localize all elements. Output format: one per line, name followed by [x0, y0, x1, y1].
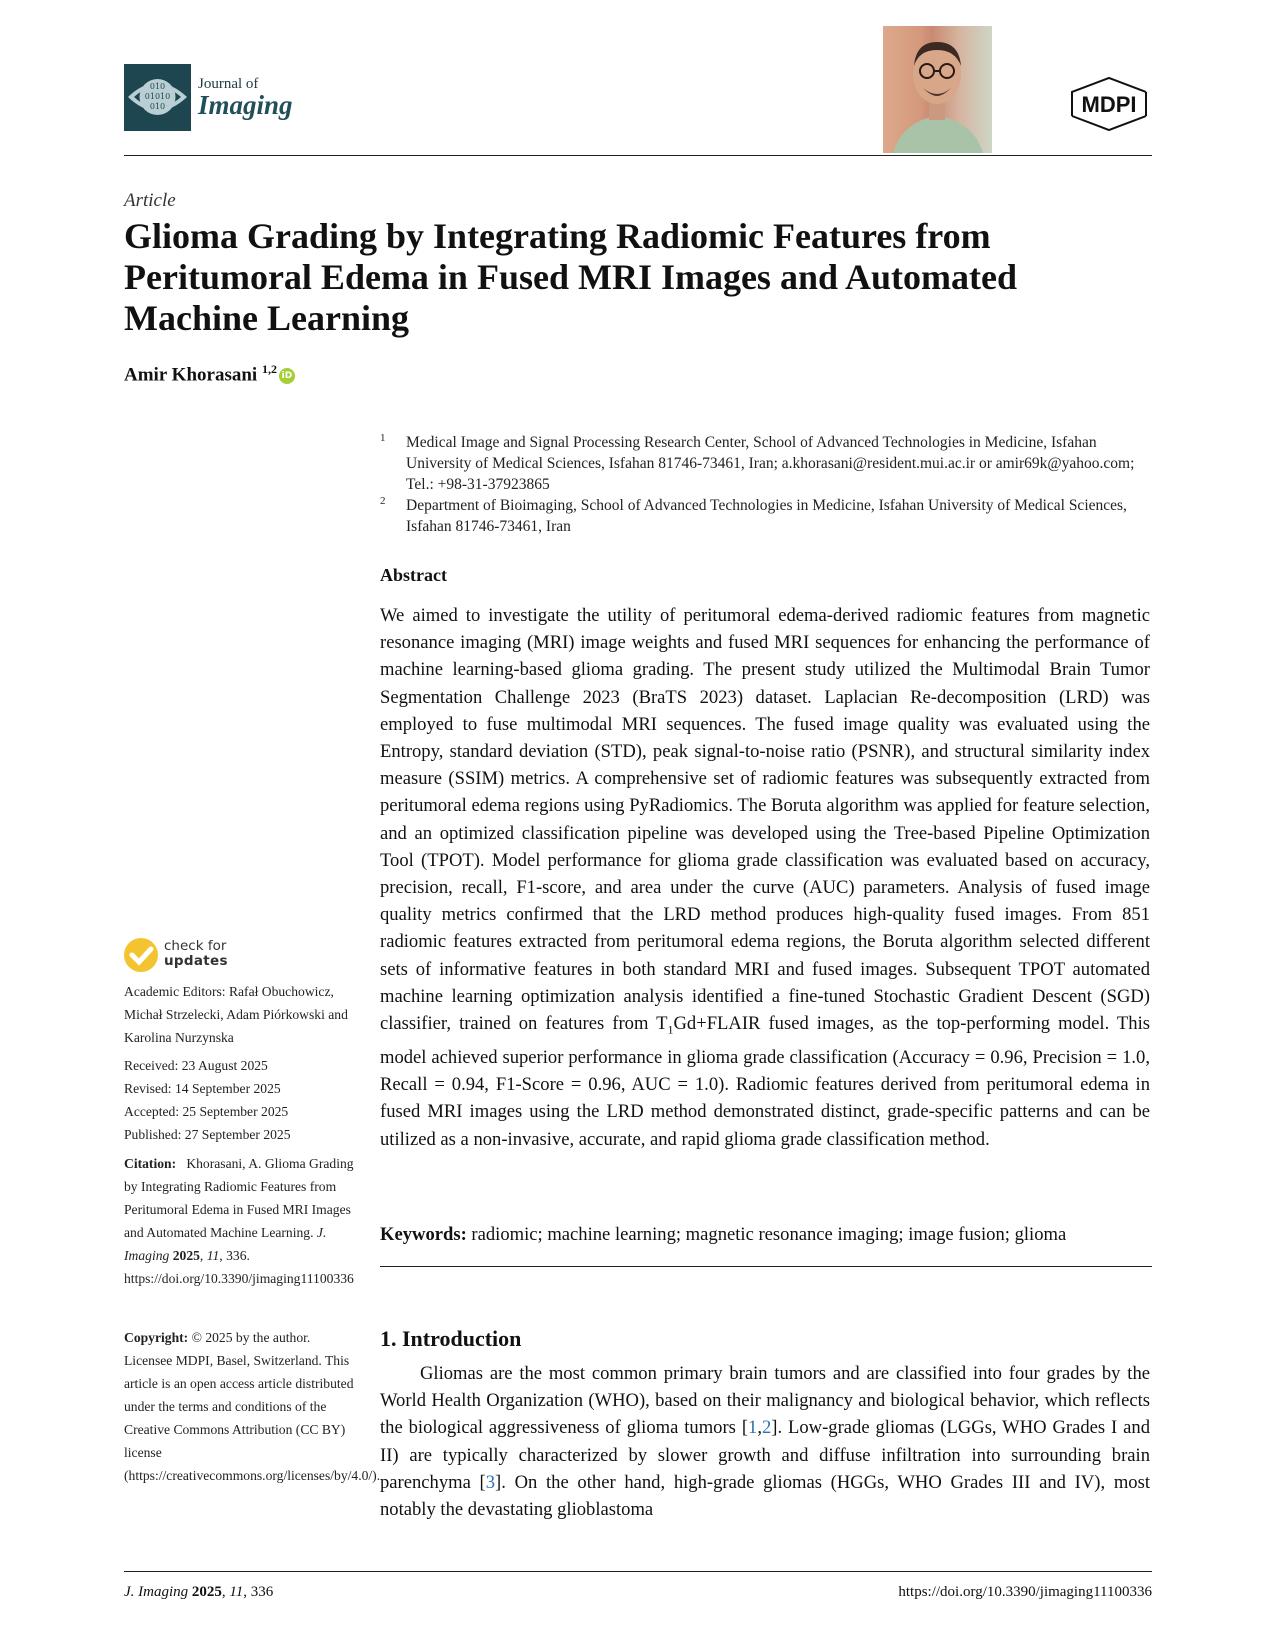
author-name: Amir Khorasani	[124, 364, 258, 386]
published-date: Published: 27 September 2025	[124, 1127, 291, 1142]
footer-year: 2025	[191, 1584, 222, 1600]
mdpi-logo	[1066, 76, 1152, 132]
keywords	[380, 1224, 1150, 1246]
journal-of-label: Journal of	[198, 76, 259, 92]
check-for-updates-badge[interactable]	[124, 938, 254, 978]
abstract-part-1: We aimed to investigate the utility of peritumoral edema-derived radiomic features from magnetic resonance imaging (MRI) image weights and fused MRI sequences for enhancing the performance of machine learning-based glioma grading. The present study utilized the Multimodal Brain Tumor Segmentation Challenge 2023 (BraTS 2023) dataset. Laplacian Re-decomposition (LRD) was employed to fuse multimodal MRI sequences. The fused image quality was evaluated using the Entropy, standard deviation (STD), peak signal-to-noise ratio (PSNR), and structural similarity index measure (SSIM) metrics. A comprehensive set of radiomic features was subsequently extracted from peritumoral edema regions using PyRadiomics. The Boruta algorithm was applied for feature selection, and an optimized classification pipeline was developed using the Tree-based Pipeline Optimization Tool (TPOT). Model performance for glioma grade classification was evaluated based on accuracy, precision, recall, F1-score, and area under the curve (AUC) parameters. Analysis of fused image quality metrics confirmed that the LRD method produces high-quality fused images. From 851 radiomic features extracted from peritumoral edema regions, the Boruta algorithm selected different sets of informative features in both standard MRI and fused images. Subsequent TPOT automated machine learning optimization analysis identified a fine-tuned Stochastic Gradient Descent (SGD) classifier, trained on features from	[380, 605, 1150, 1035]
received-date: Received: 23 August 2025	[124, 1058, 268, 1073]
affiliation-text: Department of Bioimaging, School of Advanced Technologies in Medicine, Isfahan University of Medical Sciences, Isfahan 81746-73461, Iran	[406, 497, 1127, 535]
reference-link[interactable]: 2	[761, 1417, 772, 1439]
footer-page: , 336	[243, 1584, 274, 1600]
paper-title: Glioma Grading by Integrating Radiomic Features from Peritumoral Edema in Fused MRI Images and Automated Machine Learning	[124, 216, 1017, 338]
footer-citation: J. Imaging 2025, 11, 336	[124, 1584, 274, 1600]
check-line-1: check for	[164, 938, 227, 954]
header-rule	[124, 155, 1152, 156]
mdpi-label: MDPI	[1081, 92, 1137, 117]
orcid-icon[interactable]: iD	[279, 368, 295, 384]
article-type: Article	[124, 190, 176, 211]
abstract-part-2: Gd+FLAIR fused images, as the top-performing model. This model achieved superior performance in glioma grade classification (Accuracy = 0.96, Precision = 1.0, Recall = 0.94, F1-Score = 0.96, AUC = 1.0). Radiomic features derived from peritumoral edema in fused MRI images using the LRD method demonstrated distinct, grade-specific patterns and can be utilized as a non-invasive, accurate, and rapid glioma grade classification method.	[380, 1013, 1150, 1150]
affiliation-number: 1	[380, 432, 386, 444]
check-for-updates-text	[164, 939, 228, 969]
accepted-date: Accepted: 25 September 2025	[124, 1104, 289, 1119]
ref-separator: ,	[757, 1417, 762, 1439]
logo-binary-2: 01010	[144, 92, 171, 101]
citation-year: 2025	[172, 1248, 200, 1263]
abstract-t-sub: 1	[667, 1022, 674, 1037]
reference-link[interactable]: 1	[748, 1417, 758, 1439]
citation-text: Khorasani, A. Glioma Grading by Integrating Radiomic Features from Peritumoral Edema in Fused MRI Images and Automated Machine Learning.	[124, 1156, 354, 1240]
affiliation-number: 2	[380, 495, 386, 507]
intro-text-2: ]. Low-grade gliomas (LGGs, WHO Grades I and II) are typically characterized by slower growth and diffuse infiltration into surrounding brain parenchyma [	[380, 1417, 1150, 1493]
intro-text-3: ]. On the other hand, high-grade gliomas (HGGs, WHO Grades III and IV), most notably the devastating glioblastoma	[380, 1471, 1150, 1521]
author-line	[124, 362, 295, 386]
citation-doi[interactable]: , 336. https://doi.org/10.3390/jimaging11100336	[124, 1248, 354, 1286]
section-heading-introduction: 1. Introduction	[380, 1326, 522, 1351]
affiliation-2	[380, 495, 1140, 537]
citation-journal: J. Imaging	[124, 1225, 327, 1263]
academic-editors: Academic Editors: Rafał Obuchowicz, Michał Strzelecki, Adam Piórkowski and Karolina Nurzynska	[124, 984, 348, 1045]
logo-binary-1: 010	[149, 82, 166, 91]
logo-binary-3: 010	[149, 102, 166, 111]
affiliation-1	[380, 432, 1140, 495]
revised-date: Revised: 14 September 2025	[124, 1081, 281, 1096]
abstract-t-main: T	[656, 1013, 668, 1035]
check-line-2: updates	[164, 953, 228, 969]
abstract-body	[380, 602, 1150, 1153]
intro-paragraph	[380, 1360, 1150, 1523]
journal-logo	[124, 64, 191, 131]
reference-link[interactable]: 3	[485, 1471, 496, 1493]
journal-name: Imaging	[198, 90, 293, 120]
keywords-text: radiomic; machine learning; magnetic resonance imaging; image fusion; glioma	[466, 1224, 1067, 1245]
citation-label: Citation:	[124, 1156, 177, 1171]
author-affil-marks: 1,2	[261, 362, 277, 376]
footer-volume: 11	[229, 1584, 244, 1600]
footer-rule	[124, 1571, 1152, 1572]
abstract-rule	[380, 1266, 1152, 1267]
copyright-block	[124, 1326, 381, 1487]
footer-journal: J. Imaging	[124, 1584, 189, 1600]
footer-doi-link[interactable]: https://doi.org/10.3390/jimaging11100336	[898, 1584, 1152, 1600]
check-icon	[124, 938, 158, 972]
abstract-heading: Abstract	[380, 565, 447, 585]
copyright-label: Copyright:	[124, 1330, 189, 1345]
eye-icon	[124, 64, 191, 131]
affiliation-text: Medical Image and Signal Processing Research Center, School of Advanced Technologies in Medicine, Isfahan University of Medical Sciences, Isfahan 81746-73461, Iran; a.khorasani@resident.mui.ac.ir or amir69k@yahoo.com; Tel.: +98-31-37923865	[406, 434, 1135, 493]
dates-block	[124, 1054, 356, 1146]
affiliations	[380, 432, 1140, 537]
keywords-label: Keywords:	[380, 1224, 467, 1245]
copyright-text: © 2025 by the author. Licensee MDPI, Basel, Switzerland. This article is an open access article distributed under the terms and conditions of the Creative Commons Attribution (CC BY) license (https://creativecommons.org/licenses/by/4.0/).	[124, 1330, 381, 1483]
citation-block: Citation: Khorasani, A. Glioma Grading by Integrating Radiomic Features from Peritumoral Edema in Fused MRI Images and Automated Machine Learning. J. Imaging 2025, 11, 336. https://doi.org/10.3390/jimaging11100336	[124, 1156, 354, 1286]
intro-text-1: Gliomas are the most common primary brain tumors and are classified into four grades by the World Health Organization (WHO), based on their malignancy and biological behavior, which reflects the biological aggressiveness of glioma tumors [	[380, 1363, 1150, 1439]
author-photo	[883, 26, 992, 153]
citation-volume: 11	[206, 1248, 220, 1263]
